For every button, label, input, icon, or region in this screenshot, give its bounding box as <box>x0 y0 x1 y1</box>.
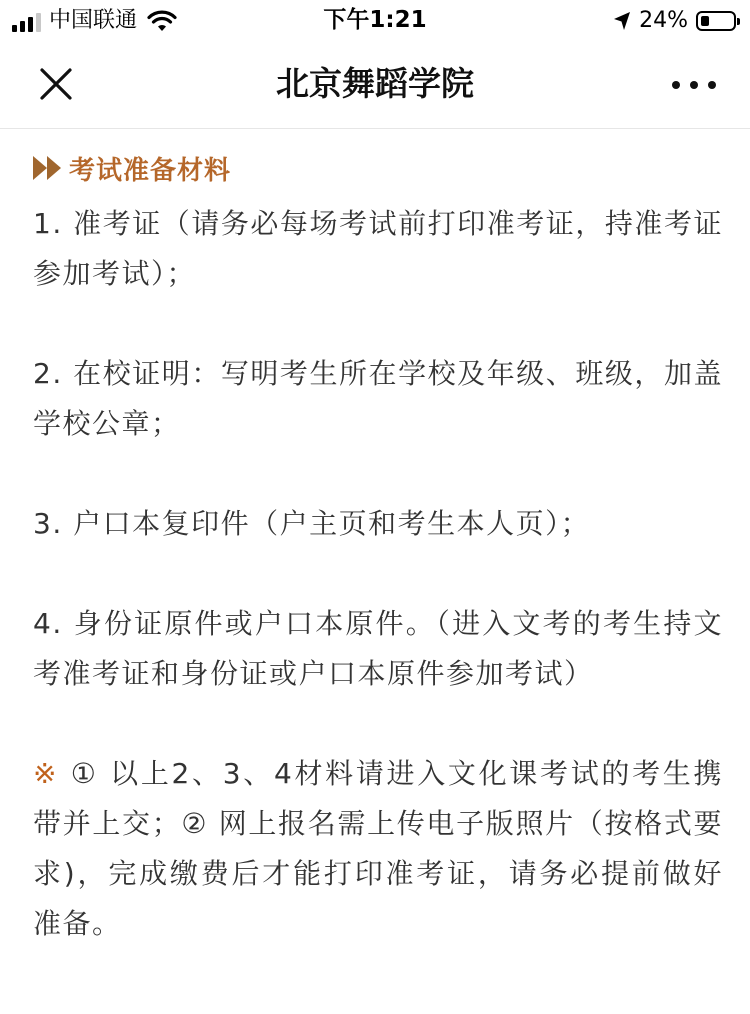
reference-mark: ※ <box>33 757 60 790</box>
list-item: 4. 身份证原件或户口本原件。（进入文考的考生持文考准考证和身份证或户口本原件参加考试） <box>33 607 723 690</box>
list-item: 2. 在校证明：写明考生所在学校及年级、班级，加盖学校公章； <box>33 357 723 440</box>
status-right <box>613 8 736 34</box>
nav-bar <box>0 44 750 129</box>
list-item: 3. 户口本复印件（户主页和考生本人页）； <box>33 507 591 540</box>
section-title: 考试准备材料 <box>69 155 232 186</box>
section-header <box>33 145 723 191</box>
status-bar <box>0 0 750 40</box>
carrier-label: 中国联通 <box>49 8 138 33</box>
note-text: ① 以上2、3、4材料请进入文化课考试的考生携带并上交；② 网上报名需上传电子版照片（按格式要求)，完成缴费后才能打印准考证，请务必提前做好准备。 <box>33 757 723 940</box>
article-content <box>33 145 723 949</box>
note-paragraph <box>33 749 723 949</box>
battery-icon <box>696 11 736 31</box>
location-arrow-icon <box>613 11 631 31</box>
double-arrow-icon <box>33 156 65 180</box>
status-time: 下午1:21 <box>323 7 427 33</box>
list-item: 1. 准考证（请务必每场考试前打印准考证，持准考证参加考试）； <box>33 207 723 290</box>
more-icon[interactable] <box>672 70 716 100</box>
page-title: 北京舞蹈学院 <box>276 64 474 103</box>
battery-percent: 24% <box>639 8 688 33</box>
